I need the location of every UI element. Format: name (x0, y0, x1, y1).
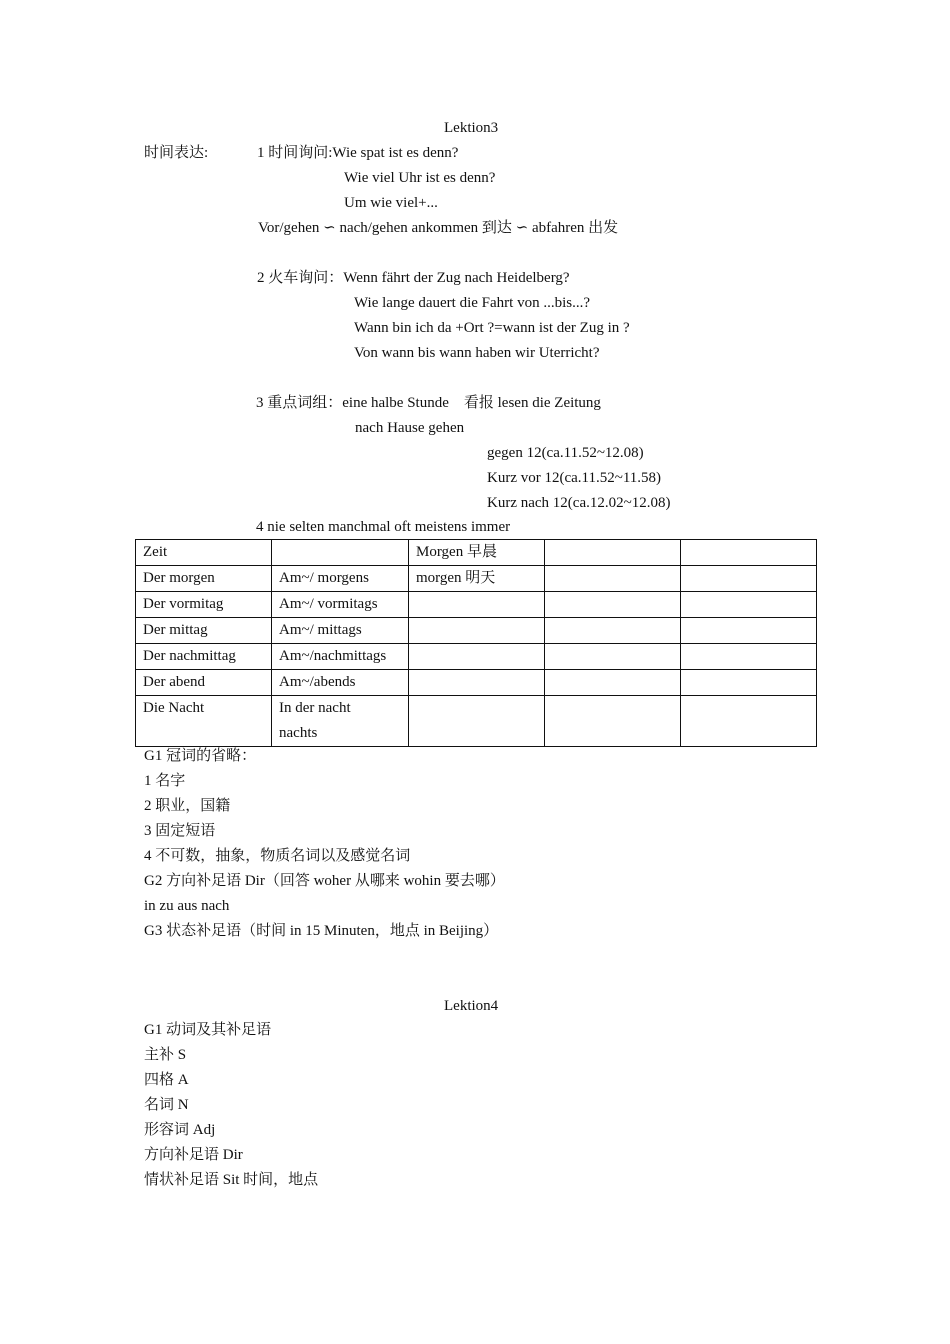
table-cell (681, 696, 817, 747)
key-phrase-5: Kurz nach 12(ca.12.02~12.08) (487, 495, 671, 511)
table-cell (272, 696, 409, 747)
cell-line: In der nacht (279, 700, 351, 716)
table-cell (681, 618, 817, 644)
g2-prepositions: in zu aus nach (144, 898, 230, 914)
table-cell: Der mittag (136, 618, 272, 644)
table-row (136, 592, 817, 618)
table-row (136, 670, 817, 696)
table-cell: Zeit (136, 540, 272, 566)
table-cell (681, 566, 817, 592)
table-cell: Der morgen (136, 566, 272, 592)
table-cell (409, 618, 545, 644)
table-cell (545, 696, 681, 747)
table-cell (409, 670, 545, 696)
g1-item-4: 4 不可数，抽象，物质名词以及感觉名词 (144, 848, 411, 864)
table-cell: Am~/nachmittags (272, 644, 409, 670)
g1-item-2: 2 职业，国籍 (144, 798, 231, 814)
train-question-2: Wie lange dauert die Fahrt von ...bis...? (354, 295, 590, 311)
table-cell: Am~/ mittags (272, 618, 409, 644)
g1-title: G1 冠词的省略： (144, 748, 257, 764)
time-expression-label: 时间表达: (144, 145, 209, 161)
table-cell (545, 644, 681, 670)
table-cell (681, 670, 817, 696)
table-cell (681, 644, 817, 670)
g2-title: G2 方向补足语 Dir（回答 woher 从哪来 wohin 要去哪） (144, 873, 505, 889)
time-question-2: Wie viel Uhr ist es denn? (344, 170, 496, 186)
g3-title: G3 状态补足语（时间 in 15 Minuten，地点 in Beijing） (144, 923, 499, 939)
table-cell: Der nachmittag (136, 644, 272, 670)
key-phrase-1: 3 重点词组：eine halbe Stunde 看报 lesen die Zeitung (256, 395, 601, 411)
l4-item-5: 方向补足语 Dir (144, 1147, 243, 1163)
table-cell (545, 592, 681, 618)
g1-item-1: 1 名字 (144, 773, 186, 789)
l4-item-2: 四格 A (144, 1072, 189, 1088)
l4-item-3: 名词 N (144, 1097, 189, 1113)
l4-item-4: 形容词 Adj (144, 1122, 216, 1138)
l4-item-1: 主补 S (144, 1047, 187, 1063)
table-row (136, 696, 817, 747)
table-cell: Der vormitag (136, 592, 272, 618)
cell-line: nachts (279, 725, 318, 741)
l4-g1-title: G1 动词及其补足语 (144, 1022, 272, 1038)
table-cell (545, 566, 681, 592)
time-question-1: 1 时间询问:Wie spat ist es denn? (257, 145, 459, 161)
g1-item-3: 3 固定短语 (144, 823, 216, 839)
lektion4-title: Lektion4 (444, 998, 499, 1014)
opposites-line: Vor/gehen ∽ nach/gehen ankommen 到达 ∽ abfahren 出发 (258, 220, 619, 236)
table-cell (409, 644, 545, 670)
key-phrase-3: gegen 12(ca.11.52~12.08) (487, 445, 644, 461)
lektion3-title: Lektion3 (444, 120, 499, 136)
table-row (136, 644, 817, 670)
frequency-line: 4 nie selten manchmal oft meistens immer (256, 519, 511, 535)
time-question-3: Um wie viel+... (344, 195, 438, 211)
table-cell (545, 540, 681, 566)
table-cell (545, 670, 681, 696)
table-cell: Die Nacht (136, 696, 272, 747)
table-cell: Am~/ vormitags (272, 592, 409, 618)
table-row (136, 566, 817, 592)
time-of-day-table (135, 539, 817, 747)
table-cell (409, 592, 545, 618)
table-cell: Am~/abends (272, 670, 409, 696)
table-cell (681, 592, 817, 618)
table-cell (681, 540, 817, 566)
train-question-1: 2 火车询问：Wenn fährt der Zug nach Heidelberg? (257, 270, 570, 286)
table-cell: morgen 明天 (409, 566, 545, 592)
table-cell (272, 540, 409, 566)
key-phrase-4: Kurz vor 12(ca.11.52~11.58) (487, 470, 662, 486)
table-cell (545, 618, 681, 644)
key-phrase-2: nach Hause gehen (355, 420, 465, 436)
train-question-4: Von wann bis wann haben wir Uterricht? (354, 345, 600, 361)
table-cell: Der abend (136, 670, 272, 696)
table-cell: Morgen 早晨 (409, 540, 545, 566)
train-question-3: Wann bin ich da +Ort ?=wann ist der Zug in ? (354, 320, 630, 336)
table-row (136, 540, 817, 566)
table-cell (409, 696, 545, 747)
table-cell: Am~/ morgens (272, 566, 409, 592)
l4-item-6: 情状补足语 Sit 时间，地点 (144, 1172, 319, 1188)
table-row (136, 618, 817, 644)
